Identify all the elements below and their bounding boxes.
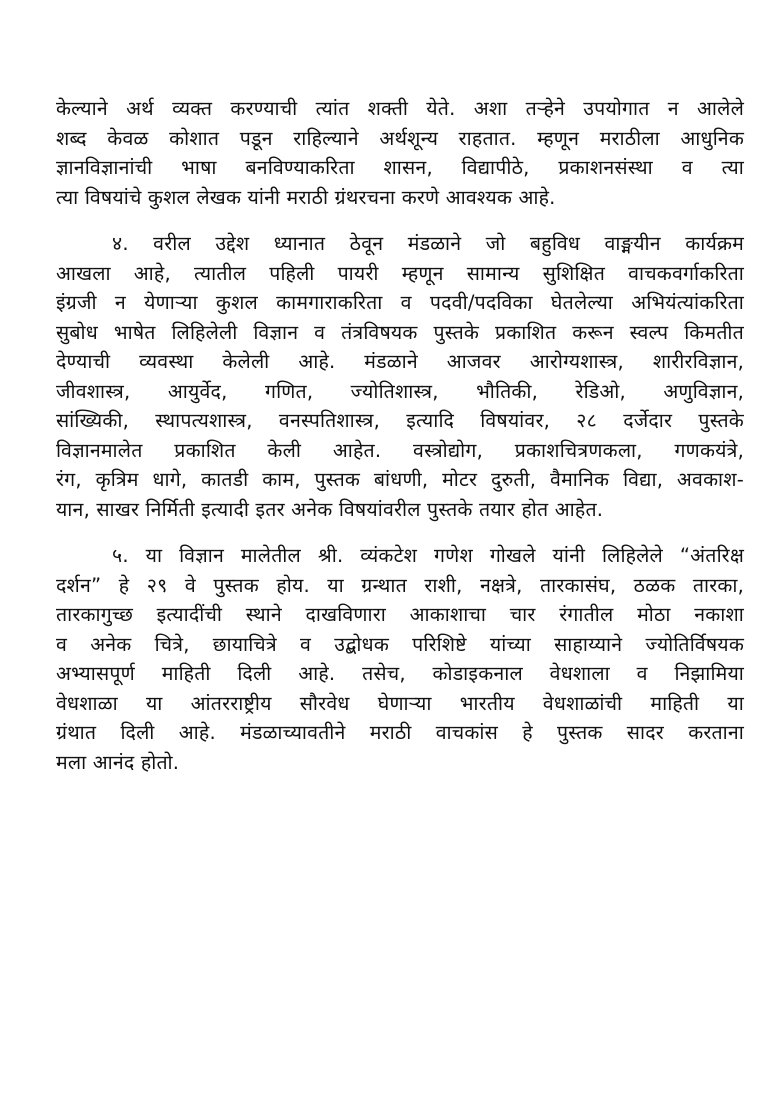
text-line: ४. वरील उद्देश ध्यानात ठेवून मंडळाने जो बहुविध वाङ्मयीन कार्यक्रम <box>112 232 744 255</box>
text-line: रंग, कृत्रिम धागे, कातडी काम, पुस्तक बांधणी, मोटर दुरुती, वैमानिक विद्या, अवकाश- <box>56 468 744 491</box>
document-page <box>56 94 744 777</box>
text-line: विज्ञानमालेत प्रकाशित केली आहेत. वस्त्रोद्योग, प्रकाशचित्रणकला, गणकयंत्रे, <box>56 438 744 462</box>
text-line: तारकागुच्छ इत्यादींची स्थाने दाखविणारा आकाशाचा चार रंगातील मोठा नकाशा <box>56 603 744 626</box>
text-line: शब्द केवळ कोशात पडून राहिल्याने अर्थशून्य राहतात. म्हणून मराठीला आधुनिक <box>56 126 744 150</box>
paragraph-intro-continuation <box>56 94 744 212</box>
text-line: केल्याने अर्थ व्यक्त करण्याची त्यांत शक्ती येते. अशा तऱ्हेने उपयोगात न आलेले <box>56 97 744 120</box>
text-line: वेधशाळा या आंतरराष्ट्रीय सौरवेध घेणाऱ्या भारतीय वेधशाळांची माहिती या <box>56 691 744 715</box>
text-line: ग्रंथात दिली आहे. मंडळाच्यावतीने मराठी वाचकांस हे पुस्तक सादर करताना <box>56 721 744 744</box>
text-line: देण्याची व्यवस्था केलेली आहे. मंडळाने आजवर आरोग्यशास्त्र, शारीरविज्ञान, <box>56 350 744 373</box>
text-line: जीवशास्त्र, आयुर्वेद, गणित, ज्योतिशास्त्र, भौतिकी, रेडिओ, अणुविज्ञान, <box>56 379 744 403</box>
text-line: आखला आहे, त्यातील पहिली पायरी म्हणून सामान्य सुशिक्षित वाचकवर्गाकरिता <box>56 261 744 285</box>
text-line: सुबोध भाषेत लिहिलेली विज्ञान व तंत्रविषयक पुस्तके प्रकाशित करून स्वल्प किमतीत <box>56 320 744 344</box>
text-line: त्या विषयांचे कुशल लेखक यांनी मराठी ग्रंथरचना करणे आवश्यक आहे. <box>56 185 556 209</box>
text-line: अभ्यासपूर्ण माहिती दिली आहे. तसेच, कोडाइकनाल वेधशाला व निझामिया <box>56 662 744 685</box>
text-line: यान, साखर निर्मिती इत्यादी इतर अनेक विषयांवरील पुस्तके तयार होत आहेत. <box>56 497 604 521</box>
text-line: व अनेक चित्रे, छायाचित्रे व उद्बोधक परिशिष्टे यांच्या साहाय्याने ज्योतिर्विषयक <box>56 632 744 656</box>
text-line: ५. या विज्ञान मालेतील श्री. व्यंकटेश गणेश गोखले यांनी लिहिलेले “अंतरिक्ष <box>112 544 744 567</box>
paragraph-5 <box>56 541 744 777</box>
text-line: ज्ञानविज्ञानांची भाषा बनविण्याकरिता शासन, विद्यापीठे, प्रकाशनसंस्था व त्या <box>56 156 744 179</box>
text-line: इंग्रजी न येणाऱ्या कुशल कामगाराकरिता व पदवी/पदविका घेतलेल्या अभियंत्यांकरिता <box>56 291 744 314</box>
paragraph-4 <box>56 229 744 524</box>
text-line: सांख्यिकी, स्थापत्यशास्त्र, वनस्पतिशास्त्र, इत्यादि विषयांवर, २८ दर्जेदार पुस्तके <box>56 409 744 432</box>
text-line: दर्शन” हे २९ वे पुस्तक होय. या ग्रन्थात राशी, नक्षत्रे, तारकासंघ, ठळक तारका, <box>56 573 744 597</box>
text-line: मला आनंद होतो. <box>56 750 180 774</box>
